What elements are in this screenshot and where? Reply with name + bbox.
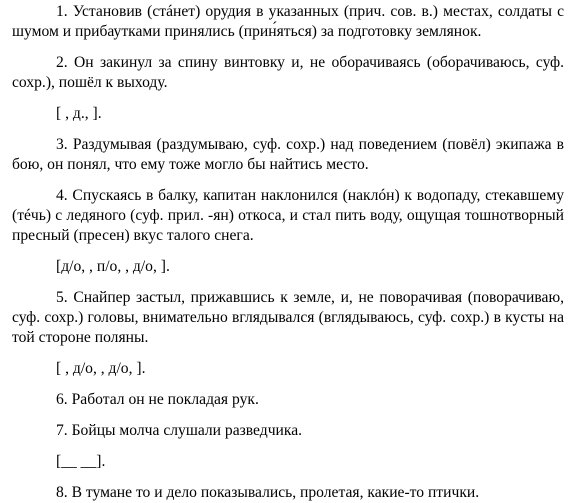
sentence-4: 4. Спускаясь в балку, капитан наклонился (наклóн) к водопаду, стекавшему (тéчь) с ледяного (суф. прил. -ян) откоса, и стал пить воду, ощущая тошнотворный пресный (пресен) вкус талого снега.: [12, 187, 564, 244]
scheme-7: [__ __].: [56, 453, 106, 470]
scheme-2: [ , д., ].: [56, 105, 102, 122]
sentence-2: 2. Он закинул за спину винтовку и, не оборачиваясь (оборачиваюсь, суф. сохр.), пошёл к выходу.: [12, 54, 564, 91]
scheme-4: [д/о, , п/о, , д/о, ].: [56, 258, 170, 275]
scheme-5: [ , д/о, , д/о, ].: [56, 360, 146, 377]
sentence-8: 8. В тумане то и дело показывались, пролетая, какие-то птички.: [56, 484, 480, 501]
sentence-6: 6. Работал он не покладая рук.: [56, 391, 259, 408]
sentence-7: 7. Бойцы молча слушали разведчика.: [56, 422, 303, 439]
sentence-3: 3. Раздумывая (раздумываю, суф. сохр.) над поведением (повёл) экипажа в бою, он понял, что ему тоже могло бы найтись место.: [12, 136, 564, 173]
sentence-1: 1. Установив (стáнет) орудия в указанных (прич. сов. в.) местах, солдаты с шумом и прибаутками принялись (прин́яться) за подготовку землянок.: [12, 3, 564, 40]
sentence-5: 5. Снайпер застыл, прижавшись к земле, и, не поворачивая (поворачиваю, суф. сохр.) головы, внимательно вглядывался (вглядываюсь, суф. сохр.) в кусты на той стороне поляны.: [12, 289, 564, 346]
